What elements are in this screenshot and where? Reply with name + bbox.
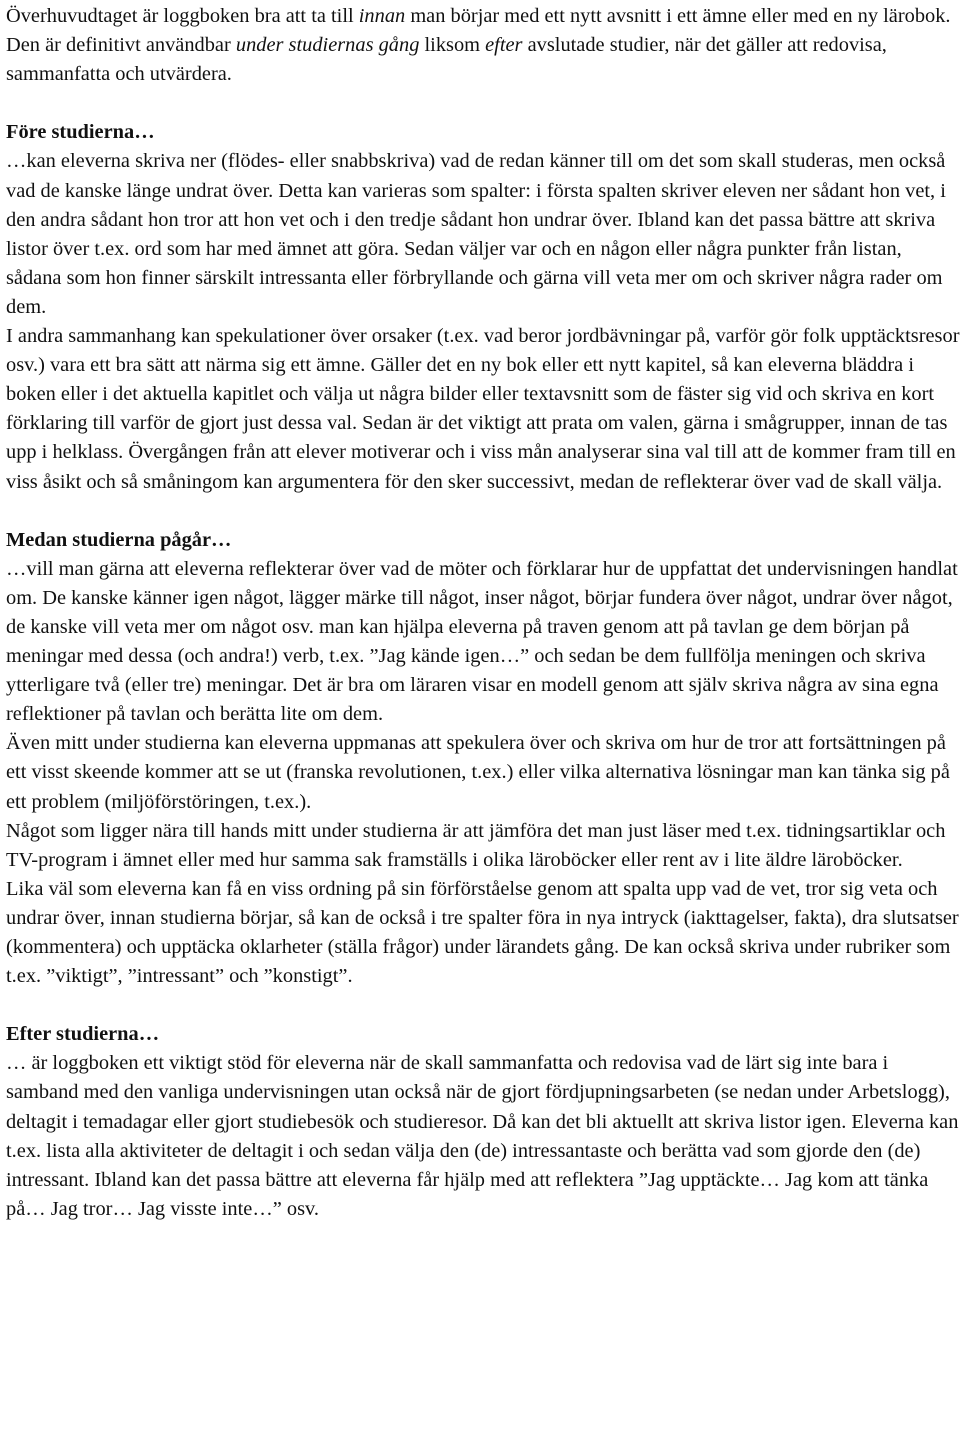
intro-paragraph	[6, 2, 960, 89]
intro-text-b: man börjar med ett nytt avsnitt i ett ämne eller med en ny lärobok. Den är definitivt användbar	[6, 5, 951, 57]
intro-text-d: avslutade studier, när det gäller att redovisa, sammanfatta och utvärdera.	[6, 34, 887, 86]
heading-fore: Före studierna…	[6, 121, 155, 144]
medan-paragraph-4: Lika väl som eleverna kan få en viss ordning på sin förförståelse genom att spalta upp vad de vet, tror sig veta och undrar över, innan studierna börjar, så kan de också i tre spalter föra in nya intryck (iakttagelser, fakta), dra slutsatser (kommentera) och upptäcka oklarheter (ställa frågor) under lärandets gång. De kan också skriva under rubriker som t.ex. ”viktigt”, ”intressant” och ”konstigt”.	[6, 877, 959, 988]
paragraph-gap	[6, 991, 960, 1020]
intro-emphasis-under: under studiernas gång	[235, 34, 420, 57]
document-page	[0, 2, 960, 1431]
intro-text-c: liksom	[419, 34, 486, 57]
medan-paragraph-3: Något som ligger nära till hands mitt under studierna är att jämföra det man just läser med t.ex. tidningsartiklar och TV-program i ämnet eller med hur samma sak framställs i olika läroböcker eller rent av i lite äldre läroböcker.	[6, 819, 946, 871]
intro-text-a: Överhuvudtaget är loggboken bra att ta till	[6, 5, 359, 27]
heading-medan: Medan studierna pågår…	[6, 528, 232, 551]
intro-emphasis-efter: efter	[485, 34, 523, 57]
fore-paragraph-1: …kan eleverna skriva ner (flödes- eller snabbskriva) vad de redan känner till om det som skall studeras, men också vad de kanske länge undrat över. Detta kan varieras som spalter: i första spalten skriver eleven ner sådant hon vet, i den andra sådant hon tror att hon vet och i den tredje sådant hon undrar över. Ibland kan det passa bättre att skriva listor över t.ex. ord som har med ämnet att göra. Sedan väljer var och en någon eller några punkter från listan, sådana som hon finner särskilt intressanta eller förbryllande och gärna vill veta mer om och skriver några rader om dem.	[6, 150, 946, 318]
paragraph-gap	[6, 497, 960, 526]
efter-paragraph-1: … är loggboken ett viktigt stöd för eleverna när de skall sammanfatta och redovisa vad de lärt sig inte bara i samband med den vanliga undervisningen utan också när de gjort fördjupningsarbeten (se nedan under Arbetslogg), deltagit i temadagar eller gjort studiebesök och studieresor. Då kan det bli aktuellt att skriva listor igen. Eleverna kan t.ex. lista alla aktiviteter de deltagit i och sedan välja den (de) intressantaste och berätta vad som gjorde den (de) intressant. Ibland kan det passa bättre att eleverna får hjälp med att reflektera ”Jag upptäckte… Jag kom att tänka på… Jag tror… Jag visste inte…” osv.	[6, 1052, 959, 1220]
fore-paragraph-2: I andra sammanhang kan spekulationer över orsaker (t.ex. vad beror jordbävningar på, varför gör folk upptäcktsresor osv.) vara ett bra sätt att närma sig ett ämne. Gäller det en ny bok eller ett nytt kapitel, så kan eleverna bläddra i boken eller i det aktuella kapitlet och välja ut några bilder eller textavsnitt som de fäster sig vid och skriva en kort förklaring till varför de gjort just dessa val. Sedan är det viktigt att prata om valen, gärna i smågrupper, innan de tas upp i helklass. Övergången från att elever motiverar och i viss mån analyserar sina val till att de kommer fram till en viss åsikt och så småningom kan argumentera för den sker successivt, medan de reflekterar över vad de skall välja.	[6, 325, 960, 493]
medan-paragraph-2: Även mitt under studierna kan eleverna uppmanas att spekulera över och skriva om hur de tror att fortsättningen på ett visst skeende kommer att se ut (franska revolutionen, t.ex.) eller vilka alternativa lösningar man kan tänka sig på ett problem (miljöförstöringen, t.ex.).	[6, 732, 950, 813]
intro-emphasis-innan: innan	[358, 5, 406, 27]
medan-paragraph-1: …vill man gärna att eleverna reflekterar över vad de möter och förklarar hur de uppfattat det undervisningen handlat om. De kanske känner igen något, lägger märke till något, inser något, börjar fundera över något, undrar över något, de kanske vill veta mer om något osv. man kan hjälpa eleverna på traven genom att på tavlan ge dem början på meningar med dessa (och andra!) verb, t.ex. ”Jag kände igen…” och sedan be dem fullfölja meningen och skriva ytterligare två (eller tre) meningar. Det är bra om läraren visar en modell genom att själv skriva några av sina egna reflektioner på tavlan och berätta lite om dem.	[6, 557, 958, 726]
heading-efter: Efter studierna…	[6, 1023, 160, 1046]
paragraph-gap	[6, 89, 960, 118]
